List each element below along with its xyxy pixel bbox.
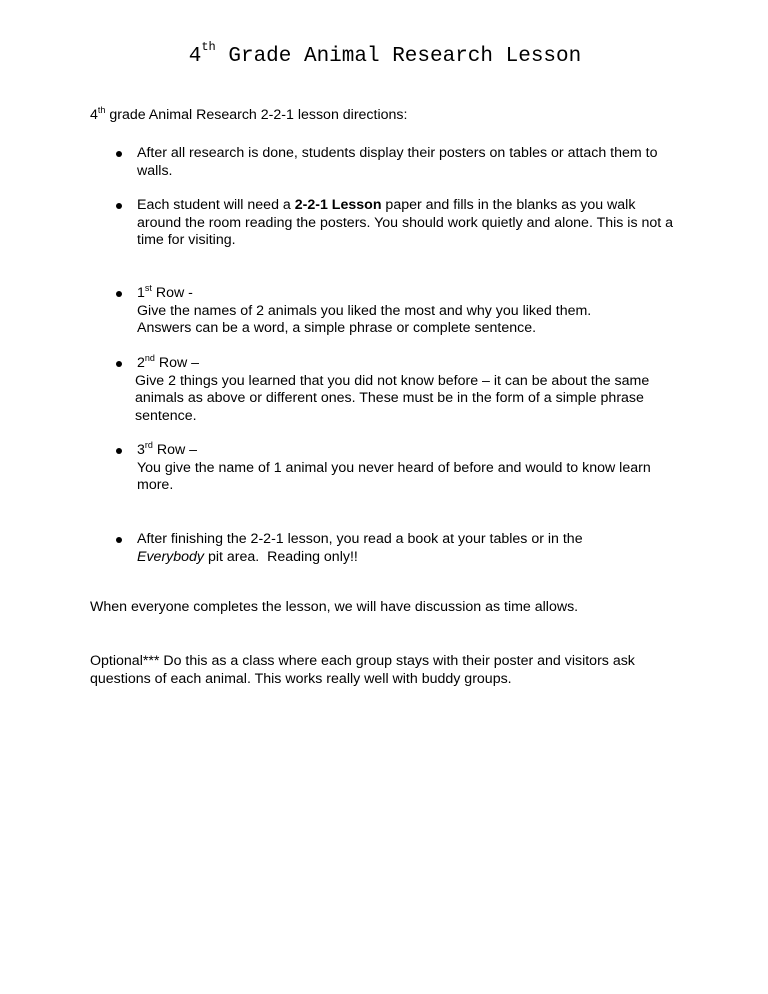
closing-paragraph: When everyone completes the lesson, we will have discussion as time allows. (90, 599, 579, 615)
intro-superscript: th (97, 105, 106, 115)
bullet-221-paper (137, 197, 677, 250)
row-number: 2 (137, 355, 145, 371)
bullet-display-posters (137, 145, 677, 180)
bullet-heading (137, 285, 637, 303)
row-heading: Row – (152, 442, 198, 458)
bullet-first-row (137, 285, 637, 338)
optional-paragraph: Optional*** Do this as a class where each group stays with their poster and visitors ask questions of each animal. This works really well with buddy groups. (90, 653, 635, 687)
bullet-text-before: Each student will need a (137, 197, 295, 213)
bullet-reading (137, 531, 627, 566)
row-ordinal: nd (144, 353, 155, 363)
row-heading: Row - (151, 285, 193, 301)
bullet-heading (137, 355, 677, 373)
row-number: 1 (137, 285, 145, 301)
intro-line (90, 107, 407, 125)
title-rest: Grade Animal Research Lesson (215, 45, 582, 68)
bullet-body: Give 2 things you learned that you did not know before – it can be about the same animals as above or different ones. These must be in the form of a simple phrase sentence. (135, 372, 650, 424)
row-number: 3 (137, 442, 145, 458)
title-superscript: th (201, 40, 216, 54)
bullet-third-row (137, 442, 657, 495)
row-ordinal: rd (144, 440, 153, 450)
row-heading: Row – (154, 355, 200, 371)
title-prefix: 4 (188, 45, 202, 68)
bullet-text-italic: Everybody (137, 548, 205, 565)
bullet-text: After all research is done, students display their posters on tables or attach them to walls. (137, 145, 658, 179)
bullet-text-after: paper and fills in the blanks as you walk around the room reading the posters. You should work quietly and alone. This is not a time for visiting. (137, 197, 674, 248)
bullet-text-bold: 2-2-1 Lesson (294, 197, 382, 213)
bullet-body: You give the name of 1 animal you never heard of before and would to know learn more. (137, 459, 651, 493)
intro-prefix: 4 (90, 107, 98, 123)
bullet-second-row (137, 355, 677, 425)
page-title (0, 42, 768, 72)
bullet-text-before: After finishing the 2-2-1 lesson, you read a book at your tables or in the (137, 531, 583, 547)
bullet-text-after: pit area. Reading only!! (204, 548, 358, 565)
intro-rest: grade Animal Research 2-2-1 lesson directions: (105, 107, 408, 123)
row-ordinal: st (144, 283, 152, 293)
bullet-body: Give the names of 2 animals you liked the most and why you liked them. Answers can be a word, a simple phrase or complete sentence. (137, 302, 592, 336)
bullet-heading (137, 442, 657, 460)
